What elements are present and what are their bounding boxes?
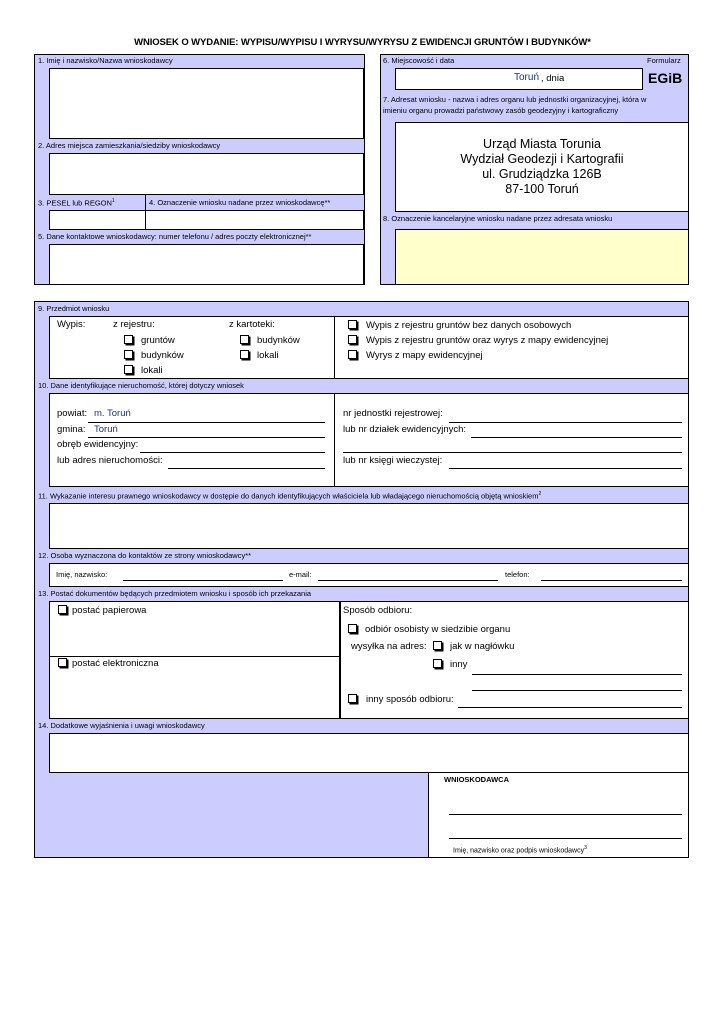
checkbox-inny-sposob[interactable]: [348, 694, 357, 703]
application-mark-field[interactable]: [145, 210, 364, 230]
checkbox-rejestr-budynkow[interactable]: [124, 350, 133, 359]
powiat-value: m. Toruń: [94, 408, 131, 419]
signature-caption: Imię, nazwisko oraz podpis wnioskodawcy$^3$: [453, 845, 587, 855]
section-6-label: 6. Miejscowość i data: [383, 56, 455, 65]
contact-phone-line[interactable]: [541, 580, 682, 581]
checkbox-odbior-osobisty[interactable]: [348, 624, 357, 633]
adres-nieruchomosci-label: lub adres nieruchomości:: [57, 455, 163, 466]
checkbox-rejestr-lokali[interactable]: [124, 365, 133, 374]
nr-dzialek-line[interactable]: [471, 437, 682, 438]
checkbox-wypis-bez-danych[interactable]: [348, 320, 357, 329]
contact-data-field[interactable]: [49, 244, 364, 285]
wypis-bez-danych-label: Wypis z rejestru gruntów bez danych osobowych: [366, 320, 572, 331]
section-9-label: 9. Przedmiot wniosku: [38, 304, 110, 313]
addressee-line-1: Urząd Miasta Torunia: [483, 137, 601, 151]
obreb-label: obręb ewidencyjny:: [57, 439, 139, 450]
section-10-label: 10. Dane identyfikujące nieruchomość, której dotyczy wniosek: [38, 381, 244, 390]
date-label: , dnia: [541, 73, 565, 84]
wypis-label: Wypis:: [57, 319, 86, 330]
section-7-label-line2: imieniu organu prowadzi państwowy zasób geodezyjny i kartograficzny: [383, 106, 619, 115]
section-12-label: 12. Osoba wyznaczona do kontaktów ze strony wnioskodawcy**: [38, 551, 252, 560]
inny-adres-line-1[interactable]: [472, 674, 682, 675]
postac-elektroniczna-label: postać elektroniczna: [72, 658, 159, 669]
section-1-label: 1. Imię i nazwisko/Nazwa wnioskodawcy: [38, 56, 173, 65]
contact-name-line[interactable]: [123, 580, 283, 581]
kartoteka-budynkow-label: budynków: [257, 335, 300, 346]
section-5-label: 5. Dane kontaktowe wnioskodawcy: numer telefonu / adres poczty elektronicznej**: [38, 232, 312, 241]
checkbox-rejestr-gruntow[interactable]: [124, 335, 133, 344]
contact-phone-label: telefon:: [505, 570, 530, 579]
section-3-label: 3. PESEL lub REGON$^1$: [38, 198, 115, 208]
nr-ksiegi-label: lub nr księgi wieczystej:: [343, 455, 443, 466]
pesel-regon-field[interactable]: [49, 210, 146, 230]
z-rejestru-label: z rejestru:: [113, 319, 155, 330]
section-13-label: 13. Postać dokumentów będących przedmiotem wniosku i sposób ich przekazania: [38, 589, 312, 598]
adres-nieruchomosci-line[interactable]: [168, 468, 325, 469]
inny-sposob-label: inny sposób odbioru:: [366, 694, 454, 705]
rejestr-lokali-label: lokali: [141, 365, 163, 376]
section-7-label-line1: 7. Adresat wniosku - nazwa i adres organu lub jednostki organizacyjnej, która w: [383, 95, 647, 104]
signature-line-2[interactable]: [449, 838, 682, 839]
additional-remarks-field[interactable]: [49, 733, 689, 773]
rejestr-budynkow-label: budynków: [141, 350, 184, 361]
contact-email-label: e-mail:: [289, 570, 312, 579]
checkbox-wyrys-mapy[interactable]: [348, 350, 357, 359]
z-kartoteki-label: z kartoteki:: [229, 319, 275, 330]
odbior-osobisty-label: odbiór osobisty w siedzibie organu: [365, 624, 511, 635]
signature-header: WNIOSKODAWCA: [444, 775, 509, 784]
checkbox-wypis-wyrys[interactable]: [348, 335, 357, 344]
addressee-line-4: 87-100 Toruń: [505, 182, 579, 196]
form-title: WNIOSEK O WYDANIE: WYPISU/WYPISU I WYRYSU/WYRYSU Z EWIDENCJI GRUNTÓW I BUDYNKÓW*: [134, 37, 591, 48]
nr-jednostki-line[interactable]: [449, 422, 682, 423]
gmina-line[interactable]: [88, 437, 325, 438]
checkbox-jak-w-naglowku[interactable]: [433, 641, 442, 650]
section-4-label: 4. Oznaczenie wniosku nadane przez wnioskodawcę**: [149, 198, 331, 207]
checkbox-kartoteka-lokali[interactable]: [240, 350, 249, 359]
jak-w-naglowku-label: jak w nagłówku: [450, 641, 515, 652]
nr-jednostki-label: nr jednostki rejestrowej:: [343, 408, 443, 419]
checkbox-inny-adres[interactable]: [433, 659, 442, 668]
nr-dzialek-label: lub nr działek ewidencyjnych:: [343, 424, 467, 435]
inny-adres-line-2[interactable]: [472, 690, 682, 691]
postac-papierowa-label: postać papierowa: [72, 605, 147, 616]
checkbox-postac-elektroniczna[interactable]: [58, 658, 67, 667]
rejestr-gruntow-label: gruntów: [141, 335, 175, 346]
section-14-label: 14. Dodatkowe wyjaśnienia i uwagi wnioskodawcy: [38, 721, 205, 730]
inny-sposob-line[interactable]: [458, 707, 682, 708]
section-2-label: 2. Adres miejsca zamieszkania/siedziby wnioskodawcy: [38, 141, 221, 150]
addressee-line-3: ul. Grudziądzka 126B: [482, 167, 602, 181]
inny-adres-label: inny: [450, 659, 468, 670]
kartoteka-lokali-label: lokali: [257, 350, 279, 361]
contact-person-area: [49, 563, 689, 587]
powiat-line[interactable]: [88, 422, 325, 423]
contact-email-line[interactable]: [318, 580, 498, 581]
wyrys-mapy-label: Wyrys z mapy ewidencyjnej: [366, 350, 483, 361]
checkbox-postac-papierowa[interactable]: [58, 605, 67, 614]
sposob-odbioru-label: Sposób odbioru:: [343, 605, 413, 616]
contact-name-label: Imię, nazwisko:: [56, 570, 108, 579]
addressee-line-2: Wydział Geodezji i Kartografii: [460, 152, 624, 166]
legal-interest-field[interactable]: [49, 503, 689, 549]
section-11-label: 11. Wykazanie interesu prawnego wnioskodawcy w dostępie do danych identyfikujących właściciela lub władającego nieruchomością objętą wnioskiem$^2$: [38, 491, 542, 501]
applicant-name-field[interactable]: [49, 68, 364, 139]
signature-line-1[interactable]: [449, 814, 682, 815]
nr-dzialek-line-2[interactable]: [343, 452, 682, 453]
registry-mark-field[interactable]: [395, 229, 689, 285]
place-value: Toruń: [514, 72, 540, 83]
powiat-label: powiat:: [57, 408, 88, 419]
section-8-label: 8. Oznaczenie kancelaryjne wniosku nadane przez adresata wniosku: [383, 214, 613, 223]
applicant-address-field[interactable]: [49, 153, 364, 195]
gmina-value: Toruń: [94, 424, 118, 435]
gmina-label: gmina:: [57, 424, 86, 435]
formularz-label: Formularz: [647, 56, 681, 65]
form-code: EGiB: [648, 70, 683, 86]
checkbox-kartoteka-budynkow[interactable]: [240, 335, 249, 344]
obreb-line[interactable]: [140, 452, 325, 453]
nr-ksiegi-line[interactable]: [449, 468, 682, 469]
wypis-wyrys-label: Wypis z rejestru gruntów oraz wyrys z mapy ewidencyjnej: [366, 335, 609, 346]
wysylka-label: wysyłka na adres:: [351, 641, 427, 652]
